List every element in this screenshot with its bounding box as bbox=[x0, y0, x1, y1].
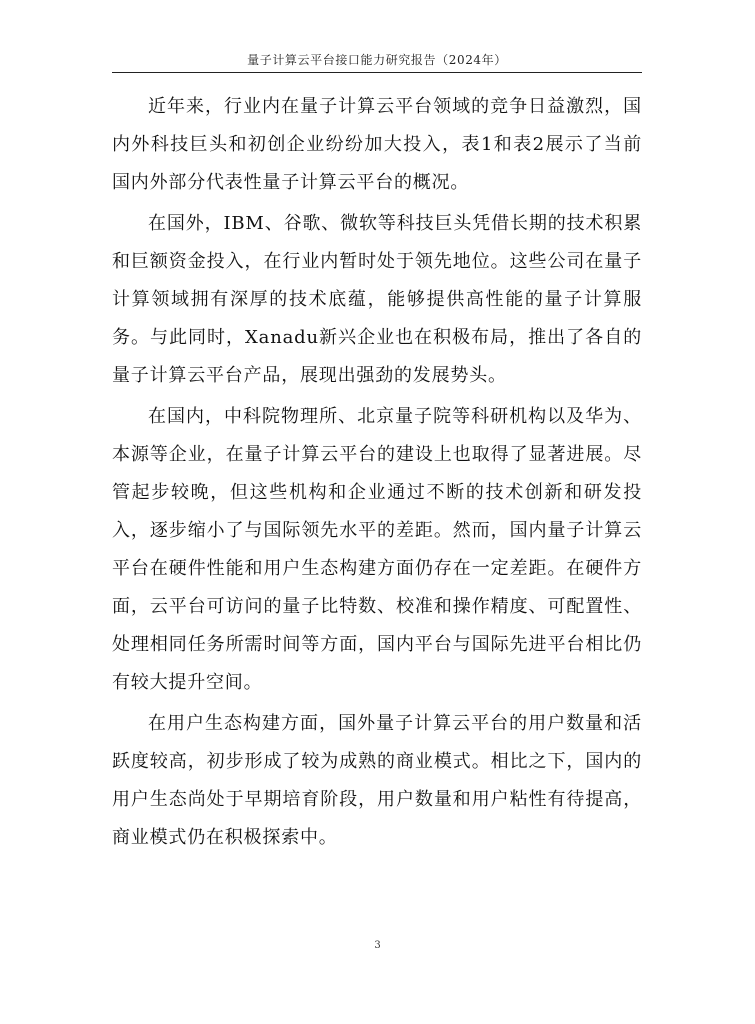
running-header: 量子计算云平台接口能力研究报告（2024年） bbox=[247, 53, 507, 67]
paragraph-2: 在国外，IBM、谷歌、微软等科技巨头凭借长期的技术积累和巨额资金投入，在行业内暂时处于领先地位。这些公司在量子计算领域拥有深厚的技术底蕴，能够提供高性能的量子计算服务。与此同时，Xanadu新兴企业也在积极布局，推出了各自的量子计算云平台产品，展现出强劲的发展势头。 bbox=[112, 213, 642, 386]
paragraph-4: 在用户生态构建方面，国外量子计算云平台的用户数量和活跃度较高，初步形成了较为成熟的商业模式。相比之下，国内的用户生态尚处于早期培育阶段，用户数量和用户粘性有待提高，商业模式仍在积极探索中。 bbox=[112, 713, 642, 848]
page-number: 3 bbox=[374, 940, 381, 951]
header-rule bbox=[112, 72, 642, 73]
paragraph-3: 在国内，中科院物理所、北京量子院等科研机构以及华为、本源等企业，在量子计算云平台的建设上也取得了显著进展。尽管起步较晚，但这些机构和企业通过不断的技术创新和研发投入，逐步缩小了与国际领先水平的差距。然而，国内量子计算云平台在硬件性能和用户生态构建方面仍存在一定差距。在硬件方面，云平台可访问的量子比特数、校准和操作精度、可配置性、处理相同任务所需时间等方面，国内平台与国际先进平台相比仍有较大提升空间。 bbox=[112, 406, 642, 693]
paragraph-1: 近年来，行业内在量子计算云平台领域的竞争日益激烈，国内外科技巨头和初创企业纷纷加大投入，表1和表2展示了当前国内外部分代表性量子计算云平台的概况。 bbox=[112, 96, 642, 193]
body-text bbox=[112, 88, 642, 860]
